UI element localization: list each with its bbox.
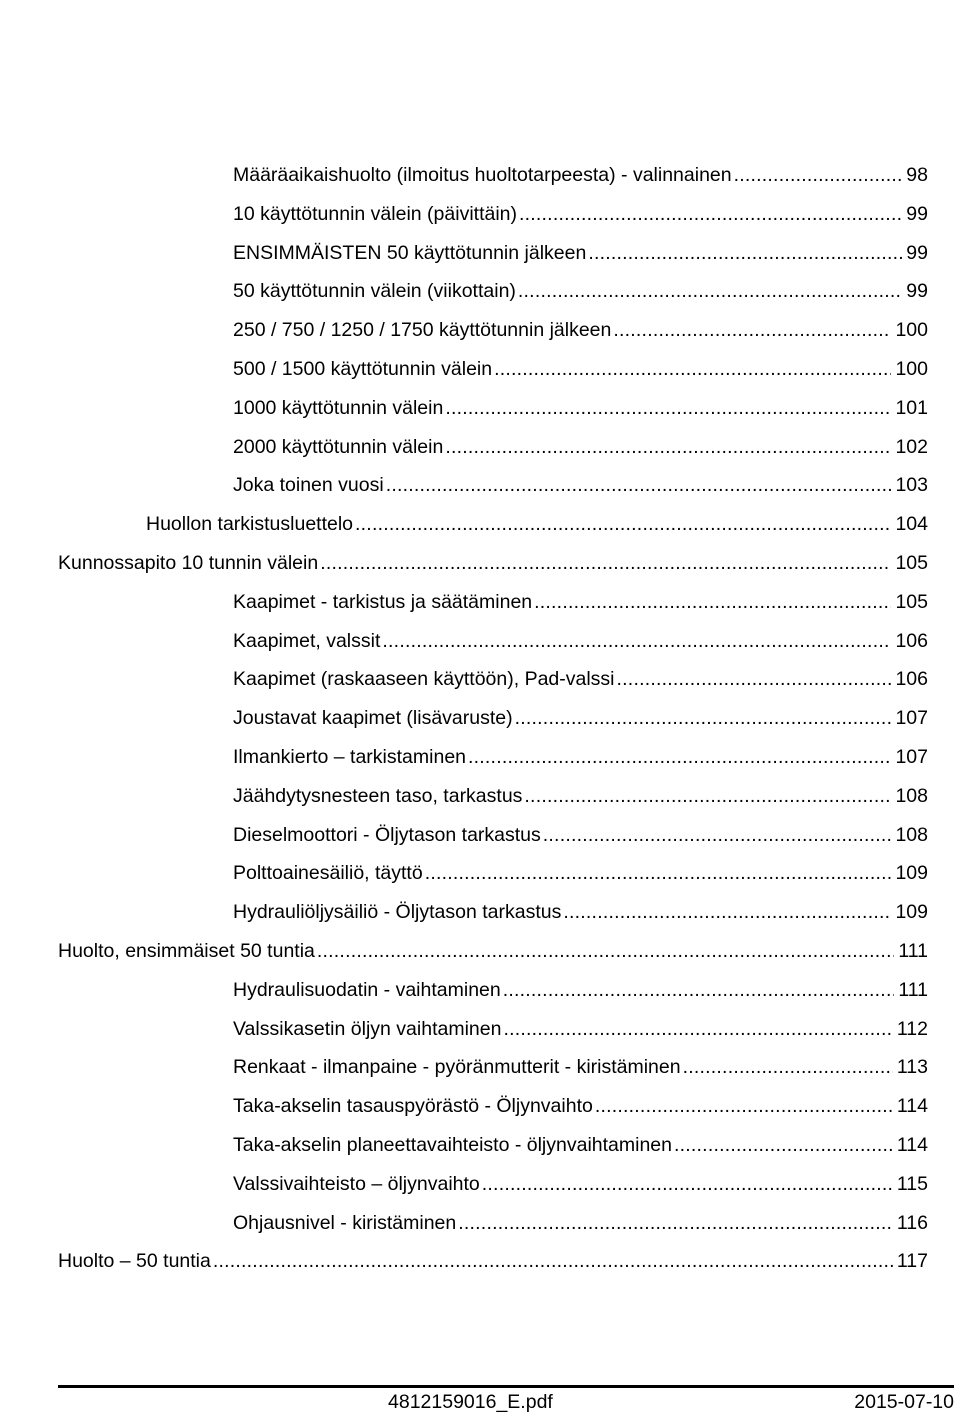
toc-entry-page-number: 109 — [891, 858, 928, 888]
toc-entry[interactable] — [233, 432, 928, 462]
toc-entry[interactable] — [233, 276, 928, 306]
toc-entry-page-number: 102 — [891, 432, 928, 462]
toc-dot-leader — [445, 393, 891, 423]
toc-dot-leader — [503, 975, 895, 1005]
footer-filename: 4812159016_E.pdf — [388, 1391, 553, 1413]
toc-entry[interactable] — [58, 1246, 928, 1276]
toc-entry[interactable] — [146, 509, 928, 539]
toc-dot-leader — [386, 470, 892, 500]
toc-entry[interactable] — [233, 1169, 928, 1199]
toc-entry-title: Valssikasetin öljyn vaihtaminen — [233, 1014, 503, 1044]
toc-entry-page-number: 113 — [893, 1052, 928, 1082]
toc-entry[interactable] — [233, 354, 928, 384]
toc-entry-title: Määräaikaishuolto (ilmoitus huoltotarpeesta) - valinnainen — [233, 160, 734, 190]
toc-dot-leader — [534, 587, 891, 617]
toc-dot-leader — [613, 315, 891, 345]
page-footer — [58, 1388, 954, 1416]
toc-entry-page-number: 106 — [891, 664, 928, 694]
toc-entry[interactable] — [233, 781, 928, 811]
toc-dot-leader — [468, 742, 891, 772]
toc-dot-leader — [445, 432, 891, 462]
toc-dot-leader — [317, 936, 894, 966]
toc-entry-title: Huolto, ensimmäiset 50 tuntia — [58, 936, 317, 966]
toc-entry-page-number: 114 — [893, 1130, 928, 1160]
toc-dot-leader — [524, 781, 891, 811]
toc-entry[interactable] — [233, 820, 928, 850]
toc-entry-title: 50 käyttötunnin välein (viikottain) — [233, 276, 518, 306]
toc-dot-leader — [482, 1169, 893, 1199]
toc-dot-leader — [320, 548, 891, 578]
toc-entry-title: Ilmankierto – tarkistaminen — [233, 742, 468, 772]
toc-entry-page-number: 100 — [891, 315, 928, 345]
toc-dot-leader — [674, 1130, 893, 1160]
toc-entry[interactable] — [233, 199, 928, 229]
toc-dot-leader — [519, 199, 902, 229]
toc-entry[interactable] — [233, 975, 928, 1005]
toc-entry-title: Kaapimet, valssit — [233, 626, 382, 656]
toc-entry[interactable] — [233, 238, 928, 268]
toc-entry-title: Joustavat kaapimet (lisävaruste) — [233, 703, 515, 733]
toc-entry-page-number: 108 — [891, 781, 928, 811]
toc-entry[interactable] — [233, 587, 928, 617]
toc-dot-leader — [382, 626, 891, 656]
toc-entry-page-number: 114 — [893, 1091, 928, 1121]
toc-entry-page-number: 99 — [902, 276, 928, 306]
toc-entry-page-number: 100 — [891, 354, 928, 384]
toc-entry-page-number: 106 — [891, 626, 928, 656]
toc-dot-leader — [543, 820, 892, 850]
toc-entry[interactable] — [233, 1208, 928, 1238]
toc-entry-page-number: 105 — [891, 587, 928, 617]
toc-dot-leader — [617, 664, 892, 694]
toc-entry[interactable] — [233, 1052, 928, 1082]
toc-dot-leader — [595, 1091, 893, 1121]
toc-entry-page-number: 115 — [893, 1169, 928, 1199]
toc-entry-page-number: 103 — [891, 470, 928, 500]
toc-entry-page-number: 99 — [902, 199, 928, 229]
toc-entry[interactable] — [233, 664, 928, 694]
toc-dot-leader — [503, 1014, 892, 1044]
toc-entry-title: Kaapimet (raskaaseen käyttöön), Pad-valssi — [233, 664, 617, 694]
toc-entry-title: Jäähdytysnesteen taso, tarkastus — [233, 781, 524, 811]
toc-entry-title: ENSIMMÄISTEN 50 käyttötunnin jälkeen — [233, 238, 588, 268]
toc-entry-title: Kunnossapito 10 tunnin välein — [58, 548, 320, 578]
toc-entry-title: Renkaat - ilmanpaine - pyöränmutterit - kiristäminen — [233, 1052, 683, 1082]
toc-entry-page-number: 112 — [893, 1014, 928, 1044]
toc-entry-title: Ohjausnivel - kiristäminen — [233, 1208, 458, 1238]
toc-dot-leader — [734, 160, 903, 190]
toc-entry-page-number: 109 — [891, 897, 928, 927]
toc-entry-page-number: 111 — [894, 975, 928, 1005]
toc-entry-page-number: 101 — [891, 393, 928, 423]
toc-entry[interactable] — [233, 1091, 928, 1121]
toc-entry[interactable] — [58, 548, 928, 578]
toc-entry-title: Huolto – 50 tuntia — [58, 1246, 213, 1276]
toc-entry-title: 1000 käyttötunnin välein — [233, 393, 445, 423]
toc-entry-page-number: 107 — [891, 703, 928, 733]
toc-dot-leader — [588, 238, 902, 268]
toc-entry-title: Taka-akselin tasauspyörästö - Öljynvaihto — [233, 1091, 595, 1121]
toc-dot-leader — [458, 1208, 893, 1238]
toc-entry-title: 500 / 1500 käyttötunnin välein — [233, 354, 494, 384]
toc-entry[interactable] — [233, 1130, 928, 1160]
toc-entry-page-number: 116 — [893, 1208, 928, 1238]
toc-entry-title: Taka-akselin planeettavaihteisto - öljynvaihtaminen — [233, 1130, 674, 1160]
toc-entry[interactable] — [233, 315, 928, 345]
toc-dot-leader — [213, 1246, 893, 1276]
toc-entry-title: Hydraulisuodatin - vaihtaminen — [233, 975, 503, 1005]
toc-entry[interactable] — [233, 703, 928, 733]
toc-dot-leader — [518, 276, 902, 306]
toc-entry-title: Hydrauliöljysäiliö - Öljytason tarkastus — [233, 897, 563, 927]
toc-entry[interactable] — [233, 897, 928, 927]
toc-entry-page-number: 104 — [891, 509, 928, 539]
toc-entry[interactable] — [233, 858, 928, 888]
footer-date: 2015-07-10 — [854, 1391, 954, 1413]
toc-dot-leader — [515, 703, 892, 733]
toc-entry[interactable] — [233, 626, 928, 656]
toc-dot-leader — [563, 897, 891, 927]
toc-entry[interactable] — [233, 160, 928, 190]
toc-entry[interactable] — [233, 1014, 928, 1044]
toc-dot-leader — [355, 509, 891, 539]
toc-entry-title: Joka toinen vuosi — [233, 470, 386, 500]
toc-dot-leader — [425, 858, 892, 888]
toc-entry-page-number: 105 — [891, 548, 928, 578]
toc-entry-title: Kaapimet - tarkistus ja säätäminen — [233, 587, 534, 617]
toc-entry-page-number: 98 — [902, 160, 928, 190]
toc-entry-page-number: 111 — [894, 936, 928, 966]
toc-entry-title: Dieselmoottori - Öljytason tarkastus — [233, 820, 543, 850]
toc-entry-title: 250 / 750 / 1250 / 1750 käyttötunnin jälkeen — [233, 315, 613, 345]
toc-entry[interactable] — [233, 742, 928, 772]
toc-dot-leader — [683, 1052, 893, 1082]
toc-entry-title: Valssivaihteisto – öljynvaihto — [233, 1169, 482, 1199]
toc-entry-title: Huollon tarkistusluettelo — [146, 509, 355, 539]
toc-entry-title: Polttoainesäiliö, täyttö — [233, 858, 425, 888]
toc-entry-page-number: 117 — [893, 1246, 928, 1276]
toc-entry-page-number: 107 — [891, 742, 928, 772]
toc-entry[interactable] — [58, 936, 928, 966]
toc-entry-page-number: 99 — [902, 238, 928, 268]
toc-entry-page-number: 108 — [891, 820, 928, 850]
toc-dot-leader — [494, 354, 891, 384]
toc-entry-title: 10 käyttötunnin välein (päivittäin) — [233, 199, 519, 229]
toc-entry[interactable] — [233, 470, 928, 500]
toc-entry[interactable] — [233, 393, 928, 423]
toc-entry-title: 2000 käyttötunnin välein — [233, 432, 445, 462]
